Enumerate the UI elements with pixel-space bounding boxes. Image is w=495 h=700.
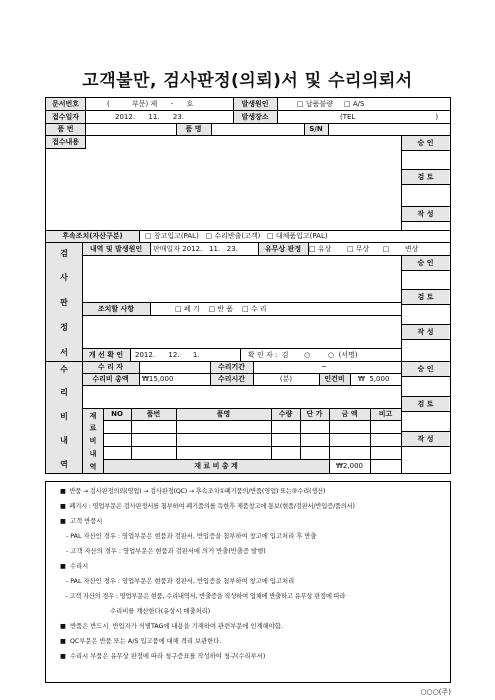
vline xyxy=(211,123,212,135)
vline xyxy=(176,123,177,135)
hline xyxy=(401,376,451,377)
note-1: ■ 반품 → 검사판정의뢰(영업) → 검사판정(QC) → 후속조치①폐기품의/반품(영업) 또는②수리(생산) xyxy=(60,488,326,495)
vline xyxy=(103,408,104,474)
hline xyxy=(401,396,451,397)
frame-left xyxy=(45,97,46,474)
note-4: - PAL 자산인 경우 : 영업부문은 현품과 검판서, 반입증을 첨부하여 창고에 입고처리 후 반출 xyxy=(60,533,317,540)
note-3: ■ 고객 반품시 xyxy=(60,518,103,525)
vline xyxy=(271,408,272,460)
vline xyxy=(85,97,86,148)
repair-side-char-3: 비 xyxy=(60,412,68,421)
col-unit-price: 단 가 xyxy=(306,410,323,418)
total-value[interactable]: ₩15,000 xyxy=(142,375,174,383)
material-total-label: 재 료 비 총 계 xyxy=(103,460,329,473)
review-box-3: 검 토 xyxy=(402,397,449,411)
hline xyxy=(82,385,402,386)
repair-side-char-5: 역 xyxy=(60,460,68,469)
paid-label: 유무상 판정 xyxy=(258,243,308,255)
review-box-2: 검 토 xyxy=(402,290,449,304)
document-title: 고객불만, 검사판정(의뢰)서 및 수리의뢰서 xyxy=(82,71,413,91)
location-value[interactable]: (TEL ) xyxy=(340,112,439,121)
vline xyxy=(308,242,309,255)
write-box-3: 작 성 xyxy=(402,432,449,446)
note-10: ■ 반품은 반드시 반입자가 식별TAG에 내용을 기재하여 관련부문에 인계해야함. xyxy=(60,623,283,630)
receipt-date-label: 접수일자 xyxy=(46,111,85,123)
repair-side-char-1: 수 xyxy=(60,365,68,374)
receipt-date-value[interactable]: 2012. 11. 23. xyxy=(115,112,185,121)
hline xyxy=(45,135,451,136)
sn-label: S/N xyxy=(304,124,328,135)
period-value[interactable]: ~ xyxy=(321,363,327,371)
hline xyxy=(82,302,402,303)
hline xyxy=(103,459,401,460)
hline xyxy=(401,270,451,271)
vline xyxy=(304,123,305,135)
part-name-label: 품 명 xyxy=(176,124,211,135)
hline xyxy=(103,420,401,421)
hline xyxy=(401,184,451,185)
hline xyxy=(82,373,402,374)
followup-label: 후속조치(자산구분) xyxy=(46,231,139,242)
vline xyxy=(328,123,329,135)
approve-box-3: 승 인 xyxy=(402,362,449,376)
vline xyxy=(300,408,301,460)
col-qty: 수량 xyxy=(278,410,293,418)
repairer-label: 수 리 자 xyxy=(82,362,139,373)
doc-no-value[interactable]: ( 부문) 제 - 호 xyxy=(107,99,194,108)
inspection-side-char-3: 판 xyxy=(60,298,68,307)
history-value[interactable]: 판매일자 2012. 11. 23. xyxy=(153,244,238,253)
approve-box-1: 승 인 xyxy=(402,136,449,150)
col-remark: 비고 xyxy=(378,410,393,418)
vline xyxy=(130,348,131,361)
material-side-char-4: 내 xyxy=(89,450,97,458)
vline xyxy=(150,302,151,315)
note-5: - 고객 자산의 경우 : 영업부문은 현품과 검판서에 의거 반출(반출증 발행) xyxy=(60,548,266,555)
total-label: 수리비 총액 xyxy=(82,374,139,385)
inspection-side-char-4: 정 xyxy=(60,323,68,332)
write-box-1: 작 성 xyxy=(402,207,449,221)
inspection-side-char-2: 사 xyxy=(60,273,68,282)
vline xyxy=(319,373,320,386)
time-value[interactable]: (분) xyxy=(279,375,293,383)
vline xyxy=(82,242,83,474)
hline xyxy=(401,446,451,447)
content-label: 접수내용 xyxy=(46,136,85,148)
hline xyxy=(401,206,451,207)
hline xyxy=(45,230,451,231)
action-label: 조치할 사항 xyxy=(82,303,150,315)
hline xyxy=(82,315,402,316)
repair-side-char-2: 리 xyxy=(60,388,68,397)
vline xyxy=(258,242,259,255)
history-label: 내역 및 발생원인 xyxy=(82,243,150,255)
hline xyxy=(45,110,451,111)
period-label: 수리기간 xyxy=(210,362,253,373)
frame-right xyxy=(450,97,451,474)
note-2: ■ 폐기시 : 영업부문은 검사판정서를 첨부하여 폐기품의를 득한후 제품창고에 통보(현품/검판서/반입증/품의서) xyxy=(60,503,355,510)
vline xyxy=(253,361,254,386)
note-9: 수리비를 계산한다(유상시 매출처리) xyxy=(60,608,211,615)
labor-label: 인건비 xyxy=(319,374,350,385)
inspection-side-char-5: 서 xyxy=(60,348,68,357)
vline xyxy=(131,408,132,460)
note-12: ■ 수리시 부품은 유무상 판정에 따라 청구증표를 작성하여 청구(수리부서) xyxy=(60,653,266,660)
cause-label: 발생원인 xyxy=(233,98,277,110)
hline xyxy=(401,169,451,170)
hline xyxy=(401,289,451,290)
confirm-label: 개 선 확 인 xyxy=(82,349,130,361)
col-part-name: 품명 xyxy=(216,410,231,418)
hline xyxy=(82,255,451,256)
vline xyxy=(210,361,211,386)
review-box-1: 검 토 xyxy=(402,170,449,184)
vline xyxy=(329,408,330,474)
hline xyxy=(401,150,451,151)
vline xyxy=(350,373,351,386)
vline xyxy=(139,230,140,243)
vline xyxy=(150,242,151,255)
frame-top xyxy=(45,97,451,98)
note-7: - PAL 자산인 경우 : 영업부문은 현품과 검판서, 반입증을 첨부하여 창고에 입고처리 xyxy=(60,578,295,585)
confirmer[interactable]: 확 인 자 : 김 ○ ○ (서명) xyxy=(248,350,358,359)
hline xyxy=(45,242,451,243)
col-no: NO xyxy=(111,410,123,418)
paid-options[interactable]: □ 유상 □ 무상 □ 변상 xyxy=(309,244,419,253)
time-label: 수리시간 xyxy=(210,374,253,385)
material-side-char-2: 료 xyxy=(89,424,97,432)
material-side-char-3: 비 xyxy=(89,437,97,445)
hline xyxy=(401,221,451,222)
cause-options[interactable]: □ 납품불량 □ A/S xyxy=(297,99,365,108)
hline xyxy=(82,408,402,409)
write-box-2: 작 성 xyxy=(402,325,449,339)
followup-options[interactable]: □ 창고입고(PAL) □ 수리반출(고객) □ 대체품입고(PAL) xyxy=(145,232,328,240)
hline xyxy=(45,123,451,124)
note-8: - 고객 자산의 경우 : 영업부문은 현품, 수리내역서, 반출증을 작성하여 업체에 반출하고 유무상 판정에 따라 xyxy=(60,593,346,600)
hline xyxy=(45,148,86,149)
confirm-date[interactable]: 2012. 12. 1. xyxy=(135,350,200,359)
inspection-side-char-1: 검 xyxy=(60,249,68,258)
note-6: ■ 수리시 xyxy=(60,563,89,570)
doc-no-label: 문서번호 xyxy=(46,98,85,110)
vline xyxy=(176,408,177,460)
vline xyxy=(370,408,371,474)
frame-bottom xyxy=(45,473,451,474)
vline xyxy=(401,361,402,473)
col-amount: 금 액 xyxy=(341,410,358,418)
repair-side-char-4: 내 xyxy=(60,436,68,445)
hline xyxy=(401,411,451,412)
labor-value[interactable]: ₩ 5,000 xyxy=(358,375,390,383)
part-no-label: 품 번 xyxy=(46,124,85,135)
vline xyxy=(240,348,241,361)
col-part-no: 품번 xyxy=(146,410,161,418)
hline xyxy=(401,324,451,325)
material-side-char-5: 역 xyxy=(89,463,97,471)
approve-box-2: 승 인 xyxy=(402,256,449,270)
hline xyxy=(401,304,451,305)
material-total-value[interactable]: ₩2,000 xyxy=(336,462,363,470)
vline xyxy=(277,97,278,123)
vline xyxy=(233,97,234,123)
location-label: 발생장소 xyxy=(233,111,277,123)
hline xyxy=(401,431,451,432)
vline xyxy=(139,361,140,386)
hline xyxy=(103,433,401,434)
action-options[interactable]: □ 폐 기 □ 반 품 □ 수 리 xyxy=(175,304,267,313)
company-name: ○○○(주) xyxy=(420,688,451,696)
material-side-char-1: 재 xyxy=(89,412,97,420)
hline xyxy=(103,446,401,447)
hline xyxy=(45,361,451,362)
hline xyxy=(401,339,451,340)
note-11: ■ QC부문은 반품 또는 A/S 입고품에 대해 격리 보관한다. xyxy=(60,638,222,645)
